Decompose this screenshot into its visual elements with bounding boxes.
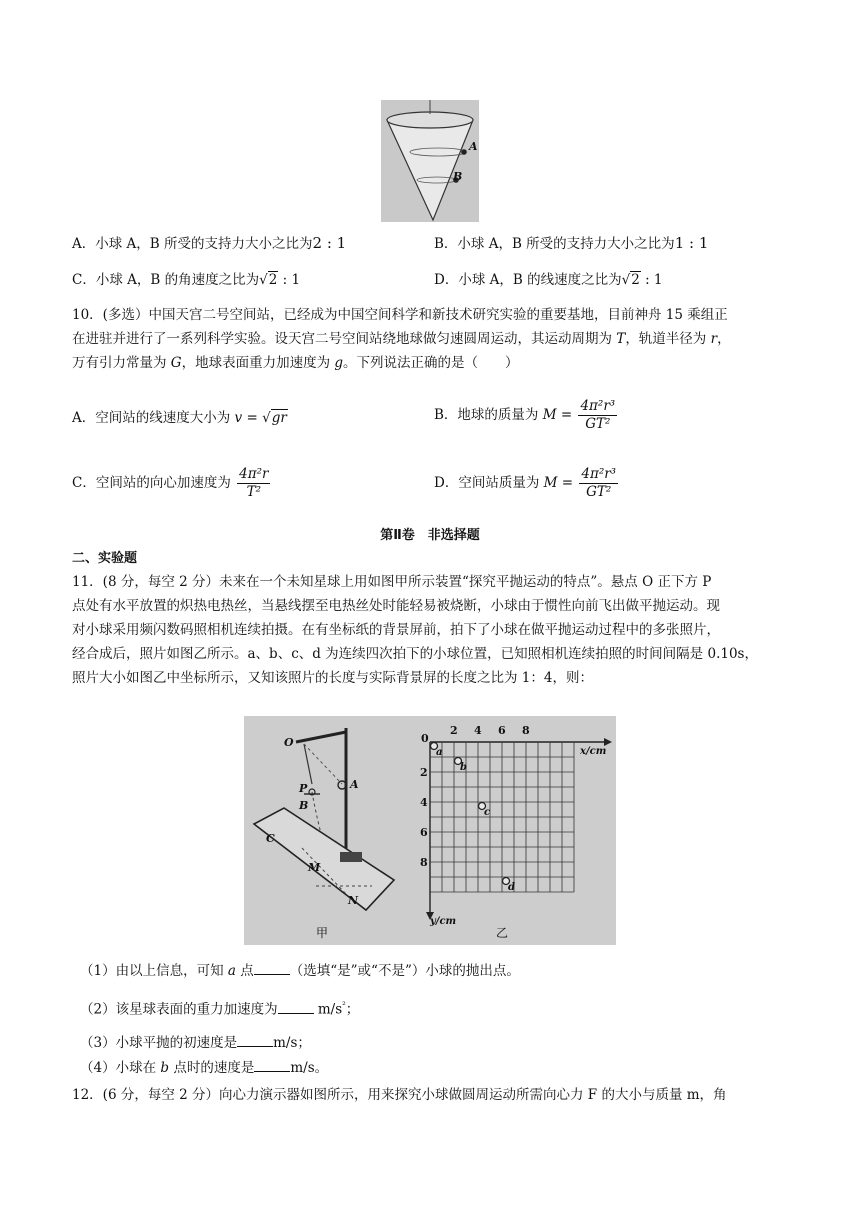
q10-option-b[interactable]: B．地球的质量为 M = $\frac{\text{4π²r³}}{\text{GT²}}$ xyxy=(434,398,616,432)
q11-figure xyxy=(244,716,616,945)
q9-option-d-text: 小球 A，B 的线速度之比为 xyxy=(458,272,622,288)
q9-option-b-text: 小球 A，B 所受的支持力大小之比为 xyxy=(457,236,675,252)
caption-yi: 乙 xyxy=(496,926,509,940)
label-a: A xyxy=(350,778,359,791)
cone-drawing xyxy=(381,100,479,222)
q10-option-c-fraction: $\frac{\text{4π²r}}{\text{T²}}$ xyxy=(239,466,269,500)
q10-option-b-fraction: $\frac{\text{4π²r³}}{\text{GT²}}$ xyxy=(580,398,616,432)
label-p: P xyxy=(299,782,308,795)
xtick-2: 2 xyxy=(450,724,458,737)
q9-option-d-letter: D． xyxy=(434,272,459,288)
q9-option-a-ratio: 2 : 1 xyxy=(312,234,347,252)
q10-option-d-fraction: $\frac{\text{4π²r³}}{\text{GT²}}$ xyxy=(581,466,617,500)
q9-option-c-sqrt: √2 xyxy=(259,272,278,288)
q11-sub-4: （4）小球在 b 点时的速度是 m/s。 xyxy=(80,1057,328,1078)
q11-sub-2: （2）该星球表面的重力加速度为 $m/s^{^2}$； xyxy=(80,996,359,1020)
x-axis-label: x/cm xyxy=(580,746,607,757)
q9-option-a-letter: A． xyxy=(72,236,96,252)
grid-origin: 0 xyxy=(421,732,429,745)
q11-line-3: 对小球采用频闪数码照相机连续拍摄。在有坐标纸的背景屏前，拍下了小球在做平抛运动过程中的多张照片， xyxy=(72,622,720,638)
section-heading: 二、实验题 xyxy=(72,551,138,566)
cone-label-a: A xyxy=(469,140,478,153)
q11-sub-1: （1）由以上信息，可知 a 点 （选填“是”或“不是”）小球的抛出点。 xyxy=(80,960,520,981)
q9-option-b-letter: B． xyxy=(434,236,458,252)
caption-jia: 甲 xyxy=(316,926,329,940)
q11-line-4: 经合成后，照片如图乙所示。a、b、c、d 为连续四次拍下的小球位置，已知照相机连续拍照的时间间隔是 0.10s， xyxy=(72,646,758,662)
q9-option-d-sqrt: √2 xyxy=(621,272,640,288)
q10-line-2: 在进驻并进行了一系列科学实验。设天宫二号空间站绕地球做匀速圆周运动，其运动周期为 T，轨道半径为 r， xyxy=(72,331,731,347)
q11-sub-3: （3）小球平抛的初速度是 m/s； xyxy=(80,1032,311,1053)
q10-option-a[interactable]: A．空间站的线速度大小为 v = √gr xyxy=(72,410,287,426)
label-m: M xyxy=(308,861,321,874)
ytick-8: 8 xyxy=(420,856,428,869)
label-o: O xyxy=(284,736,294,749)
q11-line-5: 照片大小如图乙中坐标所示，又知该照片的长度与实际背景屏的长度之比为 1：4，则： xyxy=(72,670,593,686)
ytick-4: 4 xyxy=(420,796,428,809)
q10-option-d[interactable]: D．空间站质量为 M = $\frac{\text{4π²r³}}{\text{GT²}}$ xyxy=(434,466,617,500)
label-b: B xyxy=(299,799,309,812)
q10-line-3: 万有引力常量为 G，地球表面重力加速度为 g。下列说法正确的是（ ） xyxy=(72,355,519,371)
cone-label-b: B xyxy=(453,170,463,183)
q12-line-1: 12．(6 分，每空 2 分）向心力演示器如图所示，用来探究小球做圆周运动所需向心力 F 的大小与质量 m，角 xyxy=(72,1087,727,1103)
answer-blank-3[interactable] xyxy=(237,1032,273,1047)
q9-option-c-text: 小球 A，B 的角速度之比为 xyxy=(95,272,260,288)
label-c: C xyxy=(266,832,275,845)
q9-option-b-ratio: 1 : 1 xyxy=(674,234,709,252)
cone-figure xyxy=(381,100,479,222)
q9-option-b[interactable] xyxy=(434,233,708,254)
q9-option-d-tail: : 1 xyxy=(640,272,663,288)
q11-figure-drawing xyxy=(244,716,616,945)
y-axis-label: y/cm xyxy=(430,916,457,927)
q10-line-1: 10．(多选）中国天宫二号空间站，已经成为中国空间科学和新技术研究实验的重要基地，目前神舟 15 乘组正 xyxy=(72,307,728,323)
answer-blank-1[interactable] xyxy=(254,960,290,975)
part-title: 第Ⅱ卷 非选择题 xyxy=(380,528,480,543)
q9-option-a-text: 小球 A，B 所受的支持力大小之比为 xyxy=(95,236,313,252)
q9-option-c-letter: C． xyxy=(72,272,96,288)
answer-blank-2[interactable] xyxy=(278,999,314,1014)
xtick-6: 6 xyxy=(498,724,506,737)
q9-option-c-tail: : 1 xyxy=(278,272,301,288)
grid-point-label-b: b xyxy=(460,762,467,773)
grid-point-label-c: c xyxy=(484,807,491,818)
grid-point-label-d: d xyxy=(508,882,515,893)
label-n: N xyxy=(348,894,359,907)
ytick-2: 2 xyxy=(420,766,428,779)
answer-blank-4[interactable] xyxy=(254,1057,290,1072)
q11-line-1: 11．(8 分，每空 2 分）未来在一个未知星球上用如图甲所示装置“探究平抛运动的特点”。悬点 O 正下方 P xyxy=(72,574,712,590)
q9-option-c[interactable] xyxy=(72,270,300,290)
xtick-8: 8 xyxy=(522,724,530,737)
q10-option-c[interactable]: C．空间站的向心加速度为 $\frac{\text{4π²r}}{\text{T²}}$ xyxy=(72,466,269,500)
q11-line-2: 点处有水平放置的炽热电热丝，当悬线摆至电热丝处时能轻易被烧断，小球由于惯性向前飞出做平抛运动。现 xyxy=(72,598,720,614)
q9-option-d[interactable] xyxy=(434,270,663,290)
grid-point-label-a: a xyxy=(436,747,443,758)
ytick-6: 6 xyxy=(420,826,428,839)
q9-option-a[interactable] xyxy=(72,233,346,254)
xtick-4: 4 xyxy=(474,724,482,737)
